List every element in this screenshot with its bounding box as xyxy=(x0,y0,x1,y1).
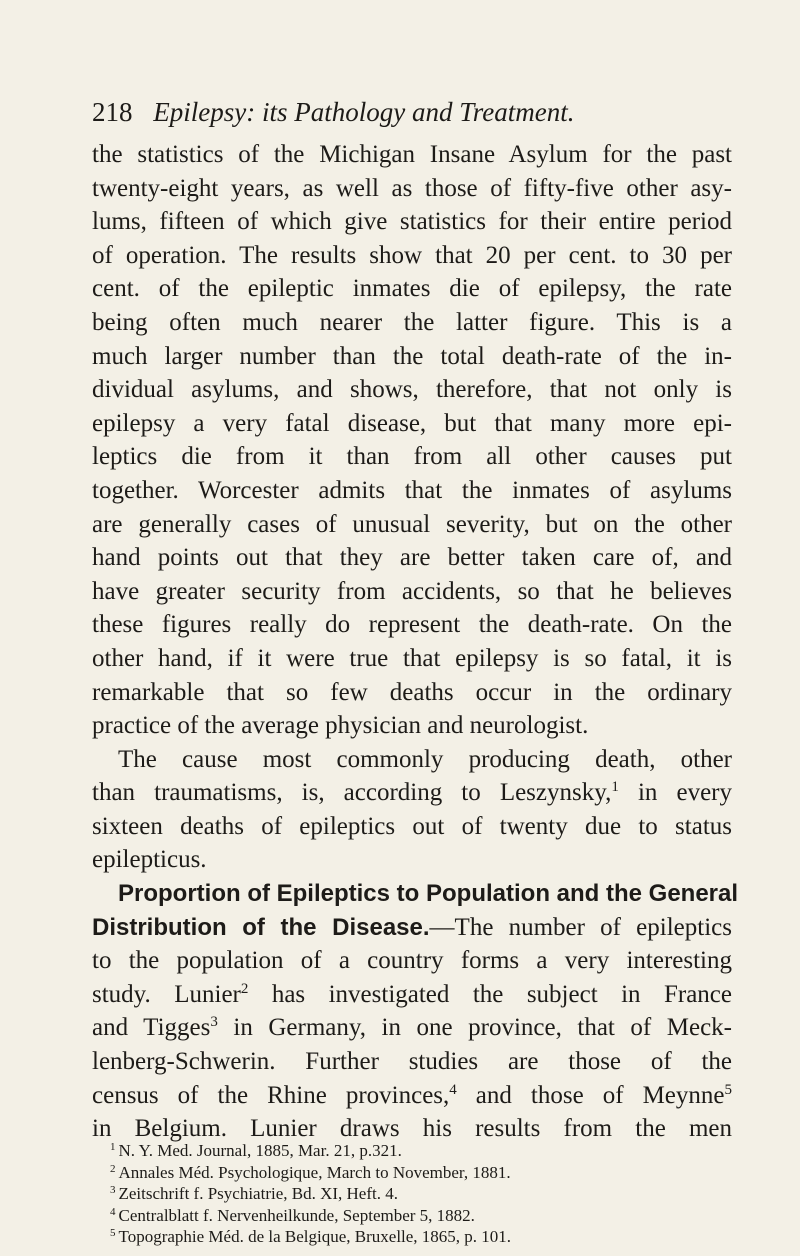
text-line: to the population of a country forms a very interesting xyxy=(92,947,732,975)
footnote-mark: 4 xyxy=(110,1205,116,1218)
text-line: dividual asylums, and shows, therefore, that not only is xyxy=(92,376,732,404)
text-line: epilepticus. xyxy=(92,846,207,874)
footnote xyxy=(110,1205,730,1227)
text-line: the statistics of the Michigan Insane Asylum for the past xyxy=(92,141,732,168)
footnotes xyxy=(110,1140,730,1248)
text-line: other hand, if it were true that epilepsy is so fatal, it is xyxy=(92,644,732,672)
text-line: are generally cases of unusual severity, but on the other xyxy=(92,510,732,538)
text-line: cent. of the epileptic inmates die of epilepsy, the rate xyxy=(92,275,732,303)
footnote-text: N. Y. Med. Journal, 1885, Mar. 21, p.321. xyxy=(118,1141,402,1160)
text-line: twenty-eight years, as well as those of fifty-five other asy- xyxy=(92,174,732,202)
text-segment: in every xyxy=(618,779,732,807)
footnote-mark: 2 xyxy=(110,1162,116,1175)
text-line: hand points out that they are better taken care of, and xyxy=(92,544,732,572)
text-segment: in Germany, in one province, that of Meck- xyxy=(217,1014,732,1042)
footnote-text: Zeitschrift f. Psychiatrie, Bd. XI, Heft. 4. xyxy=(118,1184,398,1203)
text-line xyxy=(92,978,732,1012)
text-line: in Belgium. Lunier draws his results from the men xyxy=(92,1115,732,1143)
text-line: have greater security from accidents, so that he believes xyxy=(92,577,732,605)
text-line: lenberg-Schwerin. Further studies are those of the xyxy=(92,1048,732,1076)
text-segment: —The number of epileptics xyxy=(429,913,732,941)
text-line: epilepsy a very fatal disease, but that many more epi- xyxy=(92,409,732,437)
section-heading-end: Distribution of the Disease. xyxy=(92,913,430,941)
footnote-text: Centralblatt f. Nervenheilkunde, September 5, 1882. xyxy=(118,1205,475,1225)
text-segment: and those of Meynne xyxy=(456,1081,725,1109)
page-number: 218 xyxy=(92,97,133,127)
footnote-mark: 3 xyxy=(110,1184,116,1196)
footnote-mark: 5 xyxy=(110,1227,116,1239)
text-line xyxy=(92,776,732,810)
footnote xyxy=(110,1162,730,1184)
text-line: leptics die from it than from all other causes put xyxy=(92,443,732,471)
footnote-ref: 3 xyxy=(210,1014,218,1031)
footnote-text: Annales Méd. Psychologique, March to November, 1881. xyxy=(118,1162,511,1182)
footnote-ref: 2 xyxy=(240,980,249,997)
text-line: The cause most commonly producing death, other xyxy=(118,745,732,773)
text-line xyxy=(92,1079,732,1113)
footnote-ref: 5 xyxy=(724,1081,732,1098)
text-line: lums, fifteen of which give statistics for their entire period xyxy=(92,208,732,236)
text-segment: than traumatisms, is, according to Leszynsky, xyxy=(92,779,612,807)
text-segment: study. Lunier xyxy=(92,980,241,1008)
text-line: practice of the average physician and neurologist. xyxy=(92,712,589,740)
body-text xyxy=(92,138,739,1146)
running-header xyxy=(92,92,732,132)
footnote-ref: 4 xyxy=(449,1081,457,1098)
text-line: of operation. The results show that 20 per cent. to 30 per xyxy=(92,241,732,269)
text-line: sixteen deaths of epileptics out of twenty due to status xyxy=(92,812,732,840)
footnote-mark: 1 xyxy=(110,1141,116,1153)
text-line: much larger number than the total death-rate of the in- xyxy=(92,342,732,370)
running-title: Epilepsy: its Pathology and Treatment. xyxy=(153,97,575,127)
text-line xyxy=(92,911,732,945)
section-heading-line: Proportion of Epileptics to Population and the General xyxy=(118,880,739,908)
text-segment: census of the Rhine provinces, xyxy=(92,1081,450,1109)
footnote xyxy=(110,1183,730,1205)
text-line: being often much nearer the latter figure. This is a xyxy=(92,308,732,336)
footnote-text: Topographie Méd. de la Belgique, Bruxelle, 1865, p. 101. xyxy=(118,1227,512,1246)
footnote-ref: 1 xyxy=(611,779,619,796)
footnote xyxy=(110,1226,730,1248)
text-line: remarkable that so few deaths occur in the ordinary xyxy=(92,678,732,706)
text-line: together. Worcester admits that the inmates of asylums xyxy=(92,476,732,504)
text-segment: has investigated the subject in France xyxy=(248,980,732,1008)
text-line: these figures really do represent the death-rate. On the xyxy=(92,611,732,639)
text-segment: and Tigges xyxy=(92,1014,211,1042)
text-line xyxy=(92,1011,732,1045)
footnote xyxy=(110,1140,730,1162)
